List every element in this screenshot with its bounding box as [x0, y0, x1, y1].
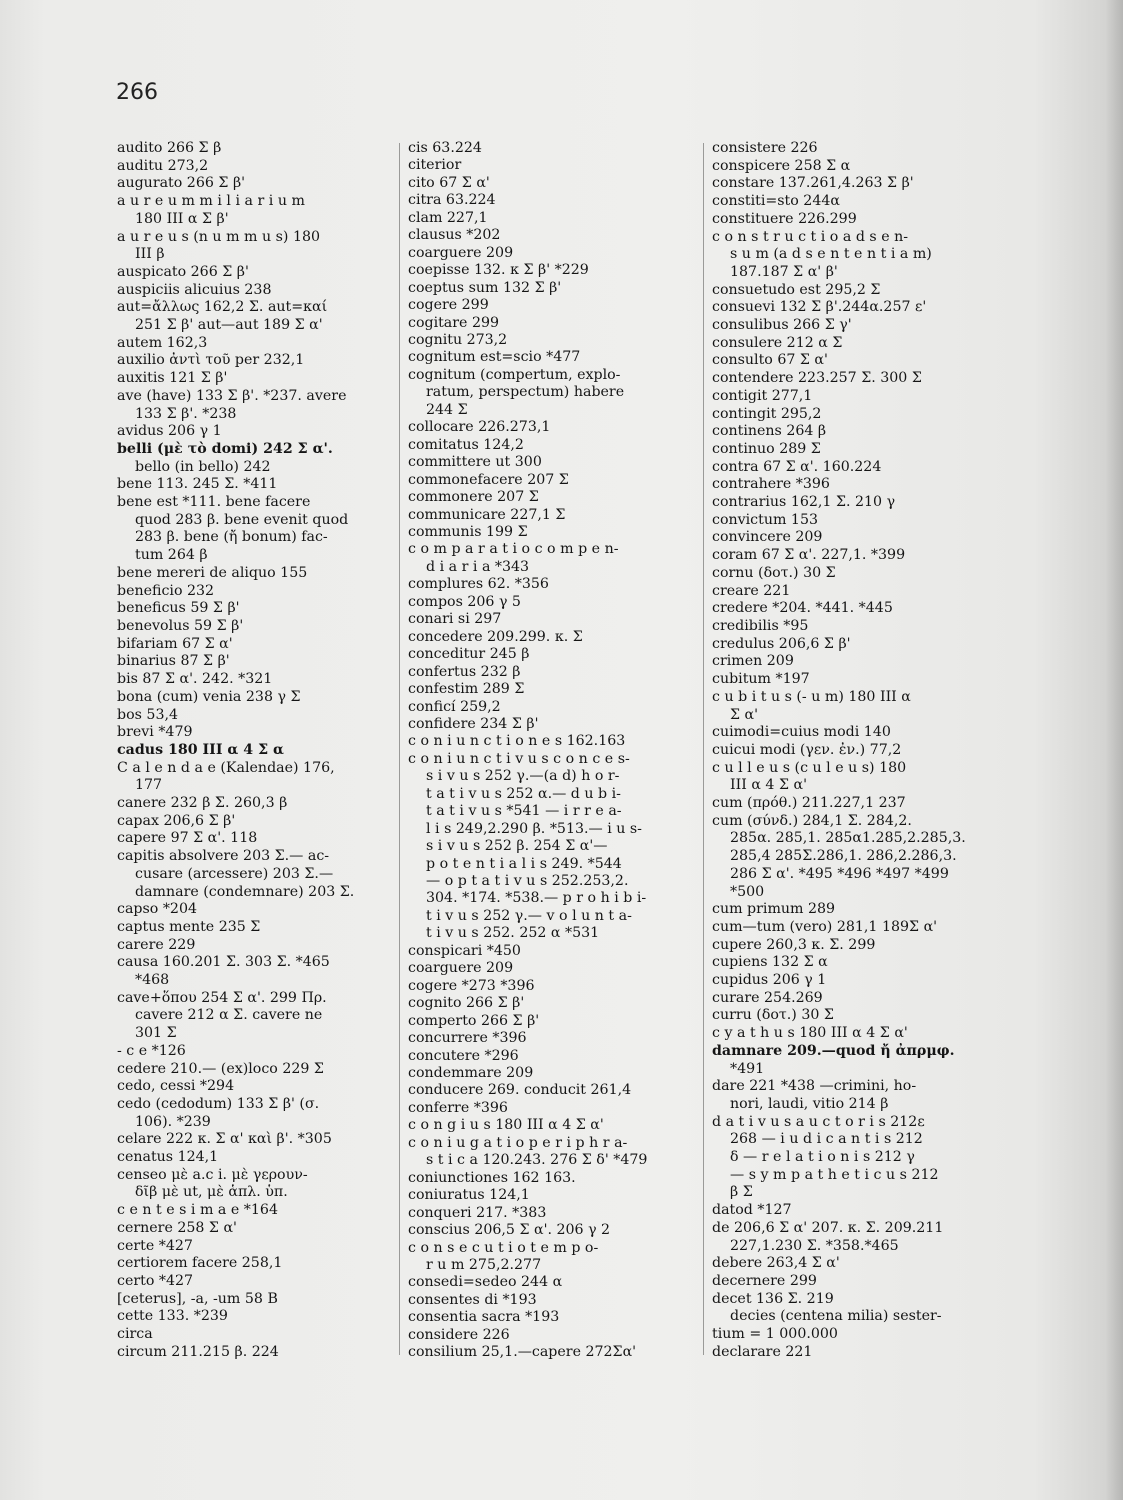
index-entry: s u m (a d s e n t e n t i a m)	[730, 246, 932, 263]
index-entry: concurrere *396	[408, 1030, 527, 1047]
index-entry: confertus 232 β	[408, 663, 521, 680]
index-entry: commonere 207 Σ	[408, 489, 539, 506]
index-entry: damnare (condemnare) 203 Σ.	[135, 883, 355, 900]
index-entry: cubitum *197	[712, 671, 810, 688]
index-entry: commonefacere 207 Σ	[408, 471, 569, 488]
index-entry: communis 199 Σ	[408, 523, 528, 540]
index-entry: conducere 269. conducit 261,4	[408, 1082, 632, 1099]
index-entry: 304. *174. *538.— p r o h i b i-	[426, 890, 647, 907]
index-entry: comitatus 124,2	[408, 436, 524, 453]
index-entry: decet 136 Σ. 219	[712, 1290, 834, 1307]
index-entry: conceditur 245 β	[408, 646, 530, 663]
index-entry: creare 221	[712, 582, 791, 599]
column-divider	[703, 143, 704, 1355]
index-entry: capax 206,6 Σ β'	[117, 812, 236, 829]
index-entry: constiti=sto 244α	[712, 193, 840, 210]
index-entry: cum (πρόθ.) 211.227,1 237	[712, 795, 906, 812]
index-entry: damnare 209.—quod ἤ ἀπρμφ.	[712, 1042, 955, 1059]
index-entry: cum—tum (vero) 281,1 189Σ α'	[712, 918, 938, 935]
index-entry: aut=ἄλλως 162,2 Σ. aut=καί	[117, 299, 328, 316]
index-entry: r u m 275,2.277	[426, 1257, 542, 1273]
index-entry: continuo 289 Σ	[712, 440, 821, 457]
index-entry: consulibus 266 Σ γ'	[712, 317, 852, 334]
index-entry: coarguere 209	[408, 960, 514, 977]
index-entry: concedere 209.299. κ. Σ	[408, 628, 583, 645]
index-entry: credulus 206,6 Σ β'	[712, 635, 851, 652]
index-entry: avidus 206 γ 1	[117, 423, 222, 440]
index-entry: *500	[730, 883, 765, 900]
index-column-3	[712, 140, 1004, 1362]
page-edge-shadow	[1105, 0, 1123, 1500]
index-entry: c o n s e c u t i o t e m p o-	[408, 1239, 599, 1256]
index-entry: contrarius 162,1 Σ. 210 γ	[712, 494, 896, 511]
index-entry: autem 162,3	[117, 334, 208, 351]
index-entry: causa 160.201 Σ. 303 Σ. *465	[117, 954, 330, 971]
index-entry: cogere 299	[408, 297, 489, 314]
index-entry: Σ α'	[730, 706, 759, 723]
index-entry: c o n i u n c t i v u s c o n c e s-	[408, 750, 630, 767]
index-entry: cupere 260,3 κ. Σ. 299	[712, 936, 876, 953]
index-entry: quod 283 β. bene evenit quod	[135, 511, 349, 528]
index-entry: t a t i v u s 252 α.— d u b i-	[426, 785, 621, 802]
index-entry: cupiens 132 Σ α	[712, 954, 828, 971]
index-entry: binarius 87 Σ β'	[117, 653, 230, 670]
index-entry: decies (centena milia) sester-	[730, 1308, 942, 1325]
index-entry: cognitum est=scio *477	[408, 349, 581, 366]
index-entry: cedo, cessi *294	[117, 1078, 235, 1095]
index-entry: III α 4 Σ α'	[730, 777, 807, 794]
index-entry: — s y m p a t h e t i c u s 212	[730, 1166, 939, 1183]
index-entry: C a l e n d a e (Kalendae) 176,	[117, 759, 335, 776]
index-entry: coniuratus 124,1	[408, 1187, 530, 1204]
index-entry: dare 221 *438 —crimini, ho-	[712, 1078, 917, 1095]
index-entry: datod *127	[712, 1202, 792, 1219]
index-entry: c o m p a r a t i o c o m p e n-	[408, 541, 619, 558]
index-column-1	[117, 140, 387, 1362]
index-entry: condemmare 209	[408, 1065, 534, 1082]
index-entry: conspicere 258 Σ α	[712, 157, 851, 174]
index-entry: considere 226	[408, 1326, 510, 1343]
index-entry: cuicui modi (γεν. ἐν.) 77,2	[712, 741, 902, 758]
index-entry: 251 Σ β' aut—aut 189 Σ α'	[135, 317, 323, 334]
index-entry: certo *427	[117, 1273, 194, 1289]
index-entry: bene est *111. bene facere	[117, 494, 311, 511]
index-entry: contra 67 Σ α'. 160.224	[712, 458, 882, 475]
index-entry: p o t e n t i a l i s 249. *544	[426, 855, 622, 872]
index-entry: clam 227,1	[408, 209, 488, 226]
index-entry: *468	[135, 972, 170, 989]
index-entry: c o n g i u s 180 III α 4 Σ α'	[408, 1117, 604, 1134]
index-entry: consilium 25,1.—capere 272Σα'	[408, 1344, 637, 1361]
index-entry: bifariam 67 Σ α'	[117, 635, 233, 652]
index-entry: curare 254.269	[712, 989, 823, 1006]
index-entry: cavere 212 α Σ. cavere ne	[135, 1007, 323, 1024]
index-entry: certiorem facere 258,1	[117, 1255, 283, 1272]
index-entry: de 206,6 Σ α' 207. κ. Σ. 209.211	[712, 1219, 944, 1236]
index-entry: cernere 258 Σ α'	[117, 1219, 237, 1236]
index-entry: beneficus 59 Σ β'	[117, 600, 240, 617]
index-entry: conferre *396	[408, 1099, 508, 1116]
index-entry: consulere 212 α Σ	[712, 334, 843, 351]
index-entry: concutere *296	[408, 1047, 519, 1064]
index-entry: cogere *273 *396	[408, 977, 535, 994]
index-entry: cum primum 289	[712, 901, 836, 918]
index-entry: crimen 209	[712, 653, 794, 670]
index-entry: 283 β. bene (ἤ bonum) fac-	[135, 529, 328, 546]
index-entry: bene 113. 245 Σ. *411	[117, 476, 278, 493]
index-entry: t i v u s 252 γ.— v o l u n t a-	[426, 907, 632, 924]
index-entry: consulto 67 Σ α'	[712, 352, 828, 369]
index-entry: audito 266 Σ β	[117, 140, 222, 156]
index-entry: contendere 223.257 Σ. 300 Σ	[712, 370, 922, 387]
index-entry: compos 206 γ 5	[408, 593, 521, 610]
index-entry: a u r e u m m i l i a r i u m	[117, 193, 305, 210]
index-entry: c y a t h u s 180 III α 4 Σ α'	[712, 1025, 908, 1042]
index-entry: 285α. 285,1. 285α1.285,2.285,3.	[730, 830, 966, 847]
index-entry: constare 137.261,4.263 Σ β'	[712, 175, 914, 192]
index-entry: cadus 180 III α 4 Σ α	[117, 741, 284, 758]
index-entry: s i v u s 252 γ.—(a d) h o r-	[426, 768, 620, 785]
index-entry: cogitare 299	[408, 314, 500, 331]
index-entry: cito 67 Σ α'	[408, 174, 490, 191]
index-entry: consentia sacra *193	[408, 1309, 560, 1326]
index-entry: t i v u s 252. 252 α *531	[426, 925, 600, 942]
index-entry: confestim 289 Σ	[408, 681, 525, 698]
index-entry: citerior	[408, 157, 462, 174]
index-entry: certe *427	[117, 1237, 193, 1254]
index-entry: δῖβ μὲ ut, μὲ ἁπλ. ὑπ.	[135, 1184, 288, 1201]
index-entry: convincere 209	[712, 529, 823, 546]
index-entry: 301 Σ	[135, 1025, 177, 1042]
index-entry: bis 87 Σ α'. 242. *321	[117, 671, 273, 688]
index-entry: brevi *479	[117, 724, 193, 741]
index-entry: δ — r e l a t i o n i s 212 γ	[730, 1149, 915, 1166]
index-entry: conqueri 217. *383	[408, 1204, 547, 1221]
page-number: 266	[116, 80, 158, 105]
index-entry: cedo (cedodum) 133 Σ β' (σ.	[117, 1095, 320, 1112]
index-entry: cognito 266 Σ β'	[408, 995, 525, 1012]
index-entry: c o n i u g a t i o p e r i p h r a-	[408, 1134, 628, 1151]
index-entry: capitis absolvere 203 Σ.— ac-	[117, 848, 330, 865]
index-entry: communicare 227,1 Σ	[408, 506, 566, 523]
index-entry: declarare 221	[712, 1343, 813, 1360]
index-entry: conari si 297	[408, 611, 502, 628]
index-entry: benevolus 59 Σ β'	[117, 617, 244, 634]
index-entry: coniunctiones 162 163.	[408, 1169, 576, 1186]
index-entry: consistere 226	[712, 140, 818, 156]
index-entry: cave+ὅπου 254 Σ α'. 299 Πρ.	[117, 989, 327, 1006]
index-entry: carere 229	[117, 936, 196, 953]
index-entry: tum 264 β	[135, 547, 208, 564]
index-entry: bos 53,4	[117, 706, 179, 723]
index-entry: clausus *202	[408, 227, 501, 244]
index-entry: cum (σύνδ.) 284,1 Σ. 284,2.	[712, 812, 912, 829]
index-entry: tium = 1 000.000	[712, 1326, 838, 1343]
index-entry: cuimodi=cuius modi 140	[712, 724, 891, 741]
index-entry: cognitu 273,2	[408, 331, 508, 348]
index-entry: auspicato 266 Σ β'	[117, 263, 249, 280]
index-entry: III β	[135, 246, 165, 263]
index-entry: c e n t e s i m a e *164	[117, 1202, 278, 1219]
index-entry: circa	[117, 1326, 153, 1343]
index-entry: continens 264 β	[712, 423, 827, 440]
index-entry: consuevi 132 Σ β'.244α.257 ε'	[712, 299, 927, 316]
index-entry: t a t i v u s *541 — i r r e a-	[426, 803, 622, 820]
index-entry: credibilis *95	[712, 617, 809, 634]
index-entry: s t i c a 120.243. 276 Σ δ' *479	[426, 1152, 648, 1169]
index-entry: 285,4 285Σ.286,1. 286,2.286,3.	[730, 848, 957, 865]
index-entry: auditu 273,2	[117, 157, 209, 174]
index-entry: ratum, perspectum) habere	[426, 384, 625, 401]
index-entry: contrahere *396	[712, 476, 830, 493]
index-entry: celare 222 κ. Σ α' καὶ β'. *305	[117, 1131, 332, 1148]
index-entry: credere *204. *441. *445	[712, 600, 893, 617]
index-entry: nori, laudi, vitio 214 β	[730, 1095, 889, 1112]
index-entry: a u r e u s (n u m m u s) 180	[117, 228, 321, 245]
index-entry: coram 67 Σ α'. 227,1. *399	[712, 547, 906, 564]
index-entry: cis 63.224	[408, 140, 482, 156]
index-entry: 227,1.230 Σ. *358.*465	[730, 1237, 899, 1254]
index-entry: [ceterus], -a, -um 58 B	[117, 1290, 278, 1307]
index-entry: c o n s t r u c t i o a d s e n-	[712, 228, 909, 245]
index-entry: consentes di *193	[408, 1291, 537, 1308]
index-entry: collocare 226.273,1	[408, 419, 551, 436]
index-entry: d i a r i a *343	[426, 558, 530, 575]
index-entry: cedere 210.— (ex)loco 229 Σ	[117, 1060, 324, 1077]
index-entry: beneficio 232	[117, 582, 215, 599]
index-entry: conscius 206,5 Σ α'. 206 γ 2	[408, 1222, 611, 1239]
index-entry: contigit 277,1	[712, 387, 813, 404]
index-entry: bona (cum) venia 238 γ Σ	[117, 688, 301, 705]
index-entry: consedi=sedeo 244 α	[408, 1274, 563, 1291]
index-entry: c u l l e u s (c u l e u s) 180	[712, 759, 907, 776]
index-entry: 268 — i u d i c a n t i s 212	[730, 1131, 923, 1148]
index-entry: auxitis 121 Σ β'	[117, 370, 228, 387]
index-entry: cognitum (compertum, explo-	[408, 366, 621, 383]
index-entry: curru (δοτ.) 30 Σ	[712, 1007, 834, 1024]
index-entry: bello (in bello) 242	[135, 458, 271, 475]
index-entry: coepisse 132. κ Σ β' *229	[408, 262, 589, 279]
index-entry: comperto 266 Σ β'	[408, 1012, 540, 1029]
index-entry: captus mente 235 Σ	[117, 918, 261, 935]
index-entry: belli (μὲ τὸ domi) 242 Σ α'.	[117, 440, 333, 457]
index-entry: circum 211.215 β. 224	[117, 1343, 279, 1360]
index-entry: constituere 226.299	[712, 210, 857, 227]
index-entry: coeptus sum 132 Σ β'	[408, 279, 562, 296]
index-column-2	[408, 140, 686, 1362]
index-entry: d a t i v u s a u c t o r i s 212ε	[712, 1113, 925, 1130]
index-entry: 180 III α Σ β'	[135, 210, 229, 227]
index-entry: canere 232 β Σ. 260,3 β	[117, 795, 288, 812]
index-entry: cornu (δοτ.) 30 Σ	[712, 564, 836, 581]
index-entry: augurato 266 Σ β'	[117, 175, 246, 192]
index-entry: committere ut 300	[408, 454, 542, 471]
index-entry: consuetudo est 295,2 Σ	[712, 281, 881, 298]
index-entry: capso *204	[117, 901, 197, 918]
index-entry: cette 133. *239	[117, 1308, 228, 1325]
index-entry: convictum 153	[712, 511, 819, 528]
index-entry: cenatus 124,1	[117, 1149, 219, 1166]
index-entry: confidere 234 Σ β'	[408, 715, 539, 732]
index-entry: s i v u s 252 β. 254 Σ α'—	[426, 838, 608, 855]
index-entry: 286 Σ α'. *495 *496 *497 *499	[730, 865, 949, 882]
index-entry: auxilio ἀντὶ τοῦ per 232,1	[117, 352, 305, 369]
index-entry: complures 62. *356	[408, 576, 549, 593]
index-entry: 187.187 Σ α' β'	[730, 263, 838, 280]
index-entry: contingit 295,2	[712, 405, 822, 422]
index-entry: cusare (arcessere) 203 Σ.—	[135, 865, 334, 882]
index-entry: 177	[135, 777, 163, 794]
index-entry: 106). *239	[135, 1113, 211, 1130]
column-divider	[399, 143, 400, 1355]
index-entry: capere 97 Σ α'. 118	[117, 830, 258, 847]
index-entry: debere 263,4 Σ α'	[712, 1255, 840, 1272]
index-entry: bene mereri de aliquo 155	[117, 564, 308, 581]
index-entry: decernere 299	[712, 1273, 817, 1289]
index-entry: 244 Σ	[426, 401, 468, 418]
index-entry: censeo μὲ a.c i. μὲ γερουν-	[117, 1166, 308, 1183]
index-entry: coarguere 209	[408, 244, 514, 261]
index-entry: — o p t a t i v u s 252.253,2.	[426, 873, 629, 890]
index-entry: conspicari *450	[408, 942, 521, 959]
index-entry: auspiciis alicuius 238	[117, 281, 272, 298]
index-entry: β Σ	[730, 1184, 753, 1201]
index-entry: l i s 249,2.290 β. *513.— i u s-	[426, 820, 642, 837]
index-entry: 133 Σ β'. *238	[135, 405, 237, 422]
index-entry: *491	[730, 1060, 765, 1077]
index-entry: conficí 259,2	[408, 698, 501, 715]
index-entry: citra 63.224	[408, 192, 496, 209]
index-entry: - c e *126	[117, 1042, 186, 1059]
index-entry: cupidus 206 γ 1	[712, 972, 827, 989]
index-entry: c o n i u n c t i o n e s 162.163	[408, 733, 626, 750]
index-entry: ave (have) 133 Σ β'. *237. avere	[117, 387, 347, 404]
index-entry: c u b i t u s (- u m) 180 III α	[712, 688, 911, 705]
